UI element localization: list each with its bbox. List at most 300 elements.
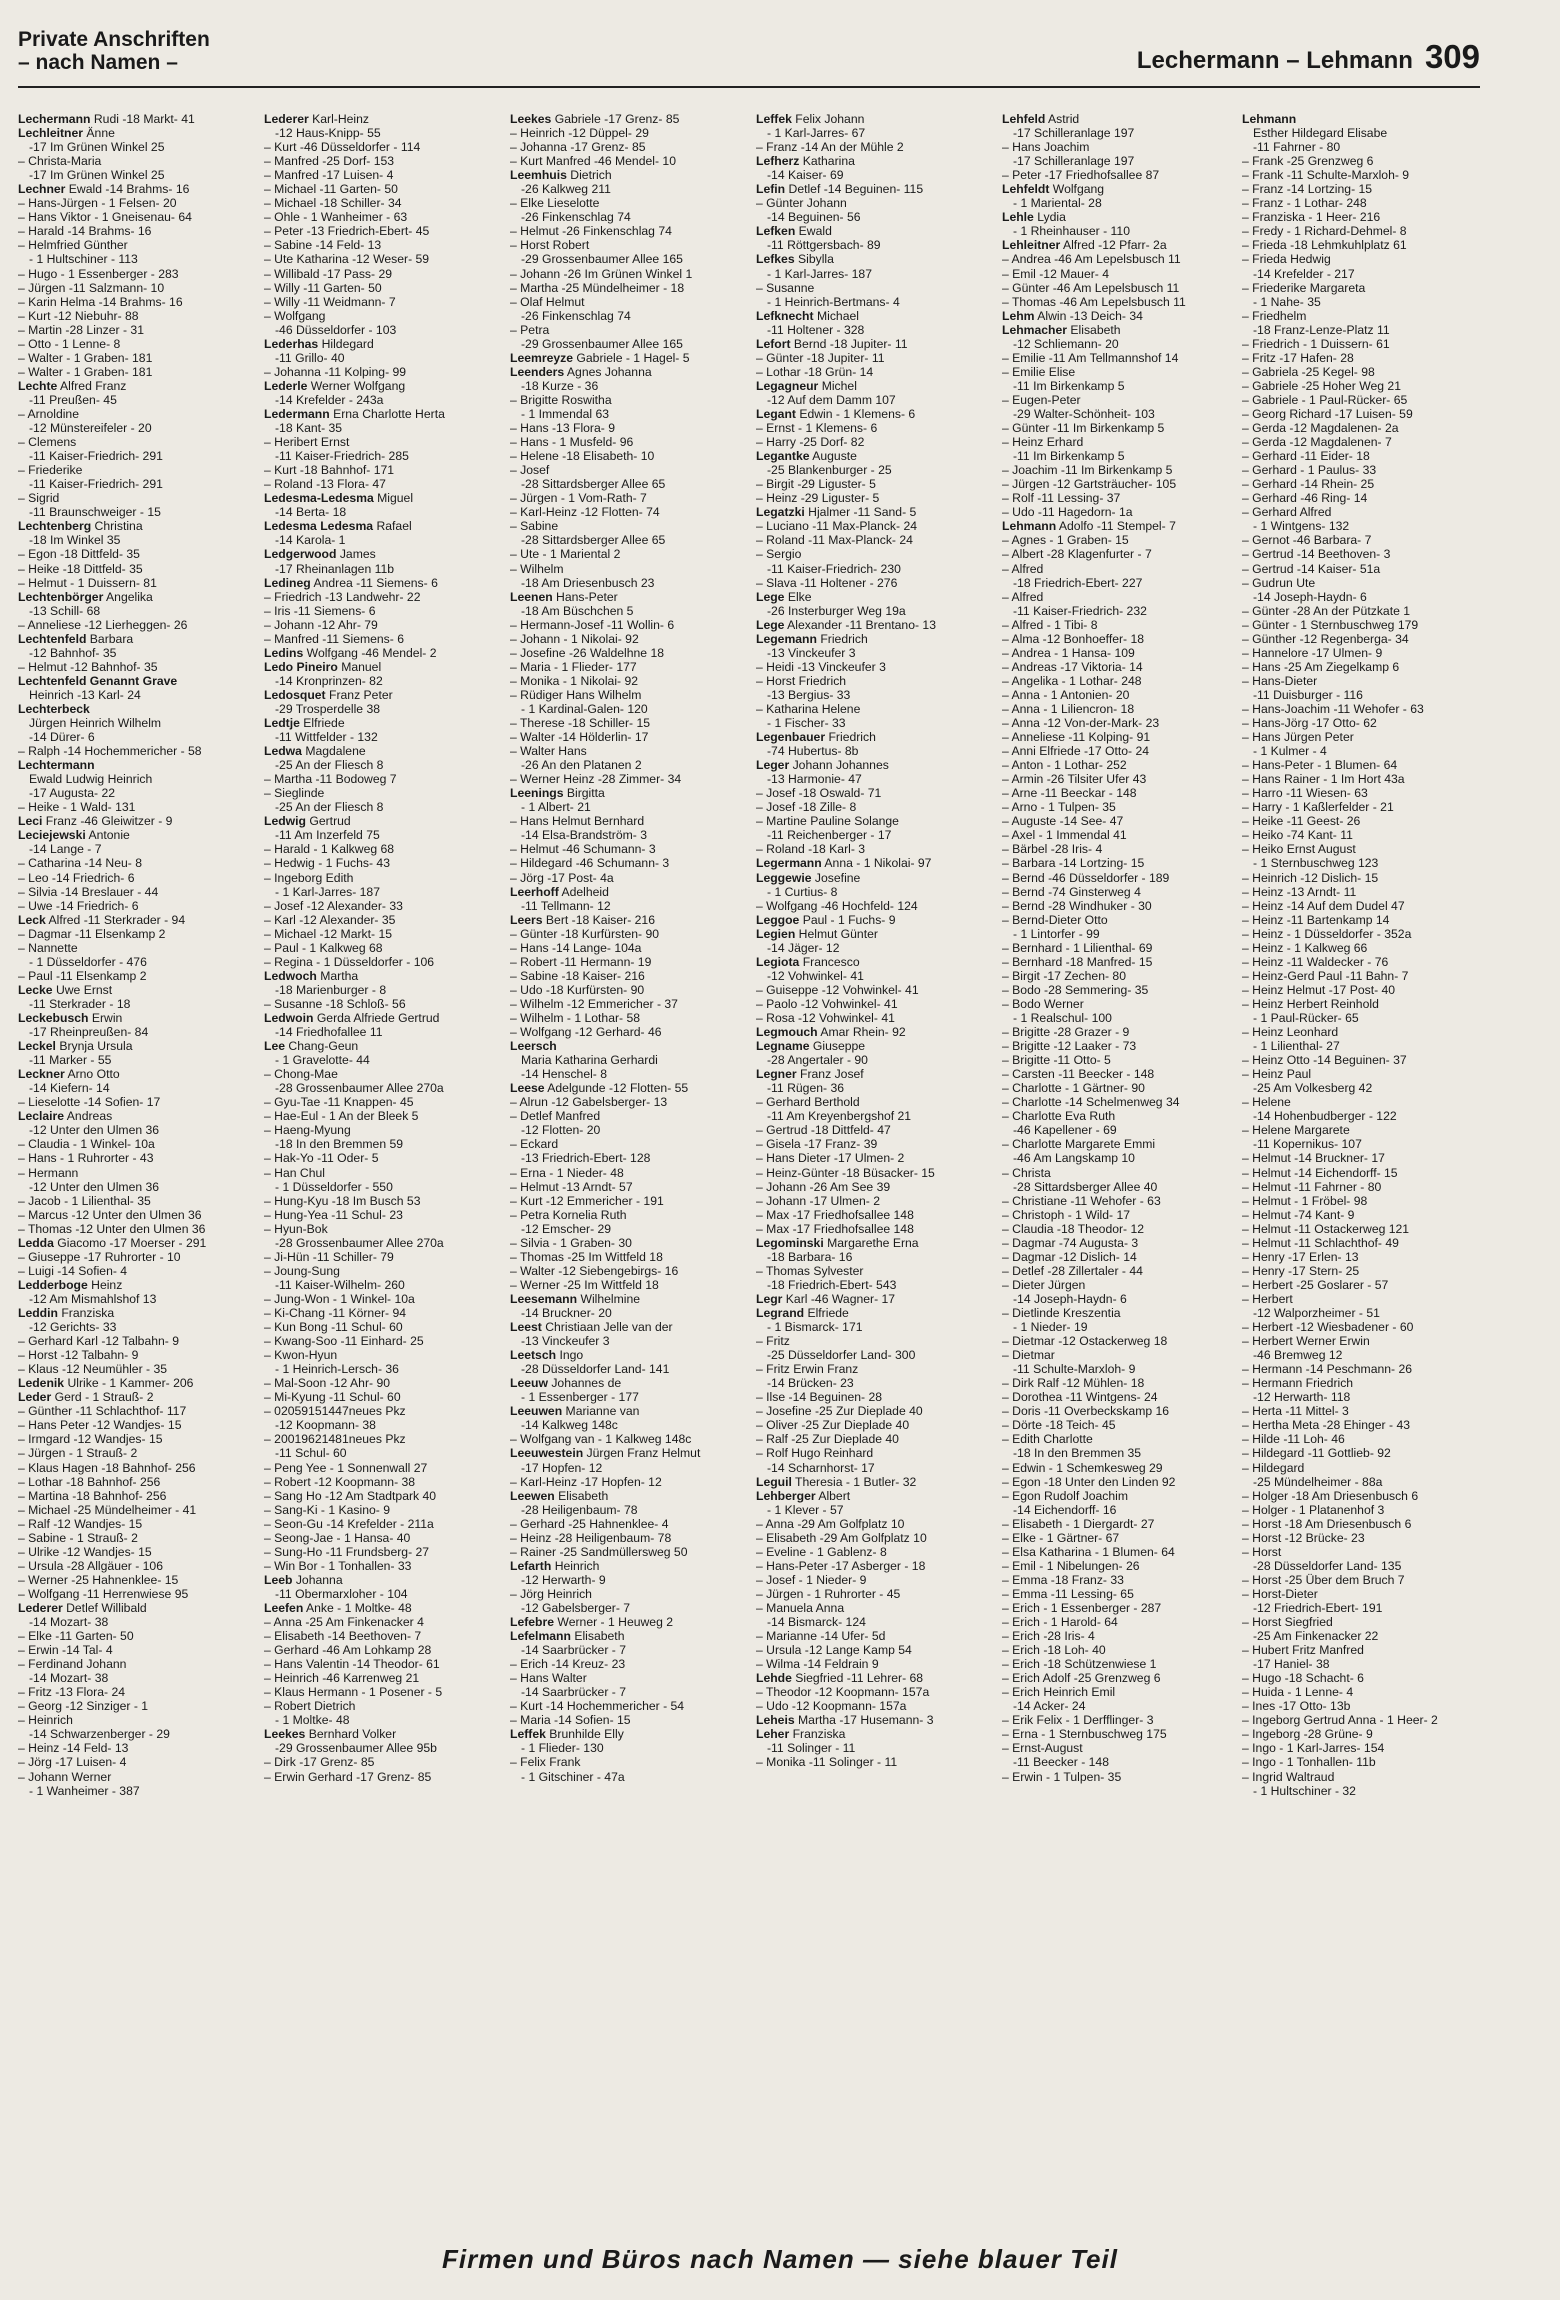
directory-entry: [1242, 365, 1478, 379]
entry-text: -12 Bahnhof- 35: [29, 645, 117, 660]
directory-entry: [1002, 1053, 1240, 1067]
directory-entry: [510, 1432, 748, 1446]
directory-entry: [264, 800, 502, 814]
directory-entry: [18, 421, 256, 435]
directory-entry: [264, 674, 502, 688]
directory-entry: [264, 1770, 502, 1784]
entry-text: – Emil -12 Mauer- 4: [1002, 266, 1110, 281]
directory-entry: [510, 1236, 748, 1250]
directory-entry: [1242, 871, 1478, 885]
entry-text: Bernd -18 Jupiter- 11: [790, 336, 908, 351]
directory-entry: [756, 1685, 994, 1699]
directory-entry: [18, 983, 256, 997]
entry-text: – Elke -11 Garten- 50: [18, 1629, 134, 1644]
entry-text: Edwin - 1 Klemens- 6: [795, 406, 916, 421]
entry-text: – Edith Charlotte: [1002, 1432, 1093, 1447]
directory-entry: [18, 1236, 256, 1250]
directory-entry: [1002, 1713, 1240, 1727]
directory-entry: [1242, 1123, 1478, 1137]
directory-entry: [756, 1741, 994, 1755]
directory-entry: [756, 1531, 994, 1545]
directory-entry: [510, 1713, 748, 1727]
directory-entry: [264, 955, 502, 969]
entry-text: – Jürgen -12 Gartsträucher- 105: [1002, 477, 1177, 492]
directory-entry: [1242, 168, 1478, 182]
directory-entry: [264, 786, 502, 800]
entry-text: – Bernd -28 Windhuker - 30: [1002, 898, 1152, 913]
entry-text: – Horst -25 Über dem Bruch 7: [1242, 1572, 1405, 1587]
directory-entry: [756, 1151, 994, 1165]
directory-entry: [18, 562, 256, 576]
directory-entry: [264, 983, 502, 997]
entry-text: -18 Barbara- 16: [767, 1249, 853, 1264]
entry-text: – Michael -18 Schiller- 34: [264, 196, 402, 211]
directory-entry: [756, 252, 994, 266]
surname: Lefarth: [510, 1558, 552, 1573]
entry-text: -18 Am Büschchen 5: [521, 603, 634, 618]
entry-text: – Klaus Hermann - 1 Posener - 5: [264, 1685, 443, 1700]
directory-entry: [1242, 1770, 1478, 1784]
entry-text: – Elke - 1 Gärtner- 67: [1002, 1530, 1120, 1545]
entry-text: -14 Beguinen- 56: [767, 210, 861, 225]
surname: Leewen: [510, 1488, 555, 1503]
entry-text: -14 Joseph-Haydn- 6: [1013, 1291, 1127, 1306]
directory-entry: [264, 407, 502, 421]
directory-entry: [1002, 1292, 1240, 1306]
surname: Legmouch: [756, 1025, 818, 1040]
entry-text: – Hildegard: [1242, 1460, 1305, 1475]
directory-entry: [1242, 758, 1478, 772]
entry-text: – Joung-Sung: [264, 1263, 340, 1278]
directory-entry: [1242, 351, 1478, 365]
entry-text: – Thomas -46 Am Lepelsbusch 11: [1002, 294, 1186, 309]
entry-text: – Ulrike -12 Wandjes- 15: [18, 1544, 152, 1559]
entry-text: – Egon -18 Dittfeld- 35: [18, 547, 140, 562]
entry-text: -17 Haniel- 38: [1253, 1657, 1330, 1672]
directory-entry: [510, 1123, 748, 1137]
directory-entry: [1242, 913, 1478, 927]
directory-entry: [510, 533, 748, 547]
directory-entry: [510, 1292, 748, 1306]
entry-text: – Arne -11 Beeckar - 148: [1002, 786, 1137, 801]
directory-entry: [510, 1334, 748, 1348]
directory-entry: [510, 786, 748, 800]
directory-entry: [1242, 154, 1478, 168]
directory-entry: [756, 154, 994, 168]
surname: Lechtenfeld: [18, 631, 87, 646]
directory-entry: [510, 407, 748, 421]
entry-text: Änne: [83, 126, 115, 141]
entry-text: Franziska: [57, 1305, 115, 1320]
entry-text: -11 Kaiser-Friedrich- 285: [275, 449, 409, 464]
directory-entry: [510, 196, 748, 210]
entry-text: Adelheid: [558, 884, 609, 899]
entry-text: – Monika - 1 Nikolai- 92: [510, 673, 639, 688]
entry-text: - 1 Nahe- 35: [1253, 294, 1321, 309]
directory-entry: [18, 856, 256, 870]
entry-text: -14 Elsa-Brandström- 3: [521, 828, 647, 843]
directory-entry: [264, 856, 502, 870]
directory-entry: [18, 660, 256, 674]
entry-text: – Erwin Gerhard -17 Grenz- 85: [264, 1769, 432, 1784]
entry-text: – Brigitte -28 Grazer - 9: [1002, 1025, 1130, 1040]
directory-entry: [264, 210, 502, 224]
entry-text: – Birgit -29 Liguster- 5: [756, 477, 876, 492]
entry-text: – Hans-Peter - 1 Blumen- 64: [1242, 758, 1398, 773]
entry-text: – Ute Katharina -12 Weser- 59: [264, 252, 430, 267]
surname: Ledosquet: [264, 687, 326, 702]
directory-entry: [510, 1151, 748, 1165]
directory-entry: [756, 590, 994, 604]
directory-entry: [510, 1095, 748, 1109]
entry-text: -11 Marker - 55: [29, 1053, 112, 1068]
directory-entry: [18, 238, 256, 252]
entry-text: -18 Im Winkel 35: [29, 533, 121, 548]
directory-entry: [756, 1461, 994, 1475]
entry-text: -12 Emscher- 29: [521, 1221, 612, 1236]
entry-text: – Elke Lieselotte: [510, 196, 600, 211]
surname: Lehle: [1002, 210, 1034, 225]
directory-entry: [264, 505, 502, 519]
entry-text: Paul - 1 Fuchs- 9: [799, 912, 896, 927]
entry-text: Friedrich: [825, 730, 876, 745]
surname: Leenings: [510, 786, 564, 801]
directory-entry: [18, 281, 256, 295]
entry-text: Wilhelmine: [577, 1291, 641, 1306]
entry-text: – Maria -14 Sofien- 15: [510, 1713, 631, 1728]
entry-text: Karl -46 Wagner- 17: [782, 1291, 896, 1306]
directory-entry: [264, 351, 502, 365]
entry-text: – Jürgen - 1 Ruhrorter - 45: [756, 1586, 901, 1601]
entry-text: – Hak-Yo -11 Oder- 5: [264, 1151, 379, 1166]
entry-text: Gerda Alfriede Gertrud: [313, 1011, 440, 1025]
entry-text: Gerd - 1 Strauß- 2: [51, 1390, 154, 1405]
entry-text: – Erich - 1 Essenberger - 287: [1002, 1600, 1162, 1615]
directory-entry: [756, 1601, 994, 1615]
entry-text: – Peng Yee - 1 Sonnenwall 27: [264, 1460, 428, 1475]
entry-text: – Gisela -17 Franz- 39: [756, 1137, 878, 1152]
entry-text: -29 Walter-Schönheit- 103: [1013, 406, 1155, 421]
entry-text: – Ute - 1 Mariental 2: [510, 547, 621, 562]
directory-entry: [1002, 238, 1240, 252]
surname: Lehde: [756, 1671, 792, 1686]
directory-entry: [510, 365, 748, 379]
entry-text: Dietrich: [566, 168, 612, 183]
entry-text: – Frieda -18 Lehmkuhlplatz 61: [1242, 238, 1407, 253]
entry-text: – Kwang-Soo -11 Einhard- 25: [264, 1334, 424, 1349]
entry-text: -18 Kant- 35: [275, 421, 343, 436]
directory-entry: [756, 941, 994, 955]
page-header: [18, 28, 1480, 88]
directory-entry: [510, 505, 748, 519]
directory-entry: [1242, 983, 1478, 997]
entry-text: – Otto - 1 Lenne- 8: [18, 336, 121, 351]
entry-text: – Heinrich: [18, 1713, 73, 1728]
directory-entry: [264, 646, 502, 660]
entry-text: – Hans-Peter -17 Asberger - 18: [756, 1558, 926, 1573]
entry-text: -29 Grossenbaumer Allee 165: [521, 252, 683, 267]
entry-text: – Helmut -11 Fahrner - 80: [1242, 1179, 1382, 1194]
directory-entry: [18, 1601, 256, 1615]
entry-text: – Seong-Jae - 1 Hansa- 40: [264, 1530, 411, 1545]
directory-entry: [756, 365, 994, 379]
directory-entry: [1242, 1306, 1478, 1320]
directory-entry: [1242, 1685, 1478, 1699]
directory-entry: [756, 210, 994, 224]
directory-entry: [1242, 1264, 1478, 1278]
directory-entry: [18, 1137, 256, 1151]
entry-text: – Wolfgang van - 1 Kalkweg 148c: [510, 1432, 692, 1447]
directory-entry: [1242, 505, 1478, 519]
directory-entry: [510, 295, 748, 309]
entry-text: – Heiko Ernst August: [1242, 842, 1356, 857]
directory-entry: [264, 1123, 502, 1137]
entry-text: – Bernhard - 1 Lilienthal- 69: [1002, 940, 1153, 955]
entry-text: Jürgen Heinrich Wilhelm: [29, 716, 162, 731]
entry-text: – Heinz -28 Heiligenbaum- 78: [510, 1530, 672, 1545]
entry-text: – Holger - 1 Platanenhof 3: [1242, 1502, 1385, 1517]
entry-text: -25 Am Finkenacker 22: [1253, 1629, 1379, 1644]
directory-entry: [18, 1418, 256, 1432]
directory-entry: [18, 1320, 256, 1334]
directory-entry: [1002, 1559, 1240, 1573]
entry-text: -12 Flotten- 20: [521, 1123, 601, 1138]
entry-text: – Ingo - 1 Karl-Jarres- 154: [1242, 1741, 1385, 1756]
entry-text: – Josefine -25 Zur Dieplade 40: [756, 1404, 923, 1419]
directory-entry: [1002, 632, 1240, 646]
entry-text: – Jörg Heinrich: [510, 1586, 592, 1601]
surname: Leeuw: [510, 1376, 548, 1391]
directory-entry: [1242, 1446, 1478, 1460]
entry-text: – Erna - 1 Nieder- 48: [510, 1165, 624, 1180]
entry-text: -11 Preußen- 45: [29, 392, 117, 407]
directory-entry: [264, 477, 502, 491]
surname: Lechermann: [18, 112, 91, 126]
entry-text: Felix Johann: [791, 112, 865, 126]
directory-entry: [510, 899, 748, 913]
directory-entry: [18, 1376, 256, 1390]
entry-text: -26 Finkenschlag 74: [521, 210, 631, 225]
entry-text: -11 Schulte-Marxloh- 9: [1013, 1362, 1136, 1377]
directory-entry: [1002, 885, 1240, 899]
entry-text: Alexander -11 Brentano- 13: [784, 617, 936, 632]
directory-entry: [510, 913, 748, 927]
entry-text: – Luigi -14 Sofien- 4: [18, 1263, 128, 1278]
directory-entry: [18, 1559, 256, 1573]
entry-text: – Ernst-August: [1002, 1741, 1083, 1756]
entry-text: -11 Am Kreyenbergshof 21: [767, 1109, 912, 1124]
directory-entry: [1242, 547, 1478, 561]
directory-entry: [756, 955, 994, 969]
directory-entry: [1002, 1250, 1240, 1264]
directory-entry: [756, 182, 994, 196]
directory-entry: [18, 1755, 256, 1769]
directory-entry: [18, 1629, 256, 1643]
directory-entry: [264, 1053, 502, 1067]
entry-text: – Horst Robert: [510, 238, 590, 253]
directory-entry: [1002, 1081, 1240, 1095]
directory-entry: [1242, 238, 1478, 252]
directory-entry: [1002, 1390, 1240, 1404]
surname: Leckner: [18, 1067, 65, 1082]
entry-text: – Catharina -14 Neu- 8: [18, 856, 142, 871]
column-2: [264, 112, 502, 2220]
directory-entry: [1002, 1503, 1240, 1517]
entry-text: – Johann -26 Im Grünen Winkel 1: [510, 266, 693, 281]
surname: Leci: [18, 814, 43, 829]
directory-entry: [1002, 1222, 1240, 1236]
directory-entry: [18, 1643, 256, 1657]
entry-text: – Udo -18 Kurfürsten- 90: [510, 982, 645, 997]
directory-entry: [1002, 1123, 1240, 1137]
entry-text: -28 Sittardsberger Allee 65: [521, 533, 666, 548]
directory-entry: [18, 1446, 256, 1460]
entry-text: – Agnes - 1 Graben- 15: [1002, 533, 1129, 548]
entry-text: -28 Angertaler - 90: [767, 1053, 868, 1068]
directory-entry: [1002, 674, 1240, 688]
entry-text: – Karin Helma -14 Brahms- 16: [18, 294, 183, 309]
entry-text: – Erna - 1 Sternbuschweg 175: [1002, 1727, 1167, 1742]
directory-entry: [1242, 716, 1478, 730]
entry-text: - 1 Lilienthal- 27: [1253, 1039, 1340, 1054]
entry-text: – Hertha Meta -28 Ehinger - 43: [1242, 1418, 1411, 1433]
directory-entry: [756, 1573, 994, 1587]
directory-entry: [264, 168, 502, 182]
directory-entry: [1002, 1320, 1240, 1334]
directory-entry: [264, 519, 502, 533]
entry-text: – Josef -18 Oswald- 71: [756, 786, 882, 801]
entry-text: Miguel: [373, 491, 414, 506]
directory-entry: [510, 1180, 748, 1194]
entry-text: -13 Harmonie- 47: [767, 772, 862, 787]
directory-entry: [18, 1489, 256, 1503]
entry-text: – Katharina Helene: [756, 701, 861, 716]
entry-text: – Robert -11 Hermann- 19: [510, 954, 652, 969]
directory-entry: [264, 590, 502, 604]
directory-entry: [756, 337, 994, 351]
surname: Leggoe: [756, 912, 800, 927]
directory-entry: [1242, 1039, 1478, 1053]
directory-entry: [1002, 1489, 1240, 1503]
entry-text: – Dagmar -74 Augusta- 3: [1002, 1235, 1139, 1250]
entry-text: – Henry -17 Erlen- 13: [1242, 1249, 1359, 1264]
directory-entry: [1242, 828, 1478, 842]
directory-entry: [510, 281, 748, 295]
entry-text: Ewald -14 Brahms- 16: [65, 182, 190, 197]
directory-entry: [18, 1573, 256, 1587]
entry-text: Johannes de: [547, 1376, 622, 1391]
entry-text: – Hermann-Josef -11 Wollin- 6: [510, 617, 675, 632]
directory-entry: [756, 1236, 994, 1250]
directory-entry: [18, 182, 256, 196]
directory-entry: [510, 154, 748, 168]
surname: Lefebre: [510, 1615, 555, 1630]
entry-text: Lydia: [1033, 210, 1066, 225]
directory-entry: [264, 112, 502, 126]
directory-entry: [510, 1601, 748, 1615]
entry-text: -12 Walporzheimer - 51: [1253, 1305, 1380, 1320]
entry-text: – Walter -12 Siebengebirgs- 16: [510, 1263, 679, 1278]
directory-entry: [264, 1446, 502, 1460]
entry-text: – Walter -14 Hölderlin- 17: [510, 730, 649, 745]
surname: Ledineg: [264, 575, 311, 590]
directory-entry: [510, 449, 748, 463]
entry-text: Christiaan Jelle van der: [541, 1320, 673, 1335]
entry-text: – Sang Ho -12 Am Stadtpark 40: [264, 1488, 437, 1503]
entry-text: – Max -17 Friedhofsallee 148: [756, 1207, 914, 1222]
directory-entry: [264, 533, 502, 547]
entry-text: – Johann Werner: [18, 1769, 112, 1784]
entry-text: – Kurt Manfred -46 Mendel- 10: [510, 154, 676, 169]
directory-entry: [756, 1123, 994, 1137]
entry-text: – Herbert: [1242, 1291, 1293, 1306]
entry-text: – Christoph - 1 Wild- 17: [1002, 1207, 1131, 1222]
entry-text: – Alrun -12 Gabelsberger- 13: [510, 1095, 668, 1110]
directory-entry: [1002, 955, 1240, 969]
directory-entry: [18, 1741, 256, 1755]
directory-entry: [510, 1461, 748, 1475]
entry-text: -14 Berta- 18: [275, 505, 347, 520]
directory-entry: [510, 1208, 748, 1222]
directory-entry: [756, 1713, 994, 1727]
directory-entry: [510, 1545, 748, 1559]
entry-text: – Gernot -46 Barbara- 7: [1242, 533, 1372, 548]
directory-entry: [1002, 295, 1240, 309]
directory-entry: [1002, 758, 1240, 772]
entry-text: -28 Grossenbaumer Allee 270a: [275, 1235, 444, 1250]
entry-text: – Heike - 1 Wald- 131: [18, 800, 136, 815]
entry-text: Brunhilde Elly: [545, 1727, 624, 1742]
directory-entry: [510, 1559, 748, 1573]
entry-text: -28 Grossenbaumer Allee 270a: [275, 1081, 444, 1096]
directory-entry: [1002, 1517, 1240, 1531]
entry-text: -11 Wittfelder - 132: [275, 730, 378, 745]
surname: Legagneur: [756, 378, 819, 393]
footer-note: Firmen und Büros nach Namen — siehe blauer Teil: [442, 2244, 1118, 2274]
entry-text: – Frank -25 Grenzweg 6: [1242, 154, 1374, 169]
directory-entry: [18, 885, 256, 899]
entry-text: Bert -18 Kaiser- 216: [542, 912, 655, 927]
surname: Lederhas: [264, 336, 319, 351]
entry-text: – Günter -18 Kurfürsten- 90: [510, 926, 660, 941]
directory-entry: [756, 856, 994, 870]
entry-text: Magdalene: [301, 744, 366, 759]
entry-text: Giuseppe: [809, 1039, 866, 1054]
directory-entry: [756, 1376, 994, 1390]
entry-text: -12 Herwarth- 9: [521, 1572, 606, 1587]
entry-text: – Hans Walter: [510, 1671, 587, 1686]
directory-entry: [756, 744, 994, 758]
directory-entry: [1242, 997, 1478, 1011]
directory-entry: [18, 1053, 256, 1067]
directory-entry: [18, 1348, 256, 1362]
entry-text: – Oliver -25 Zur Dieplade 40: [756, 1418, 910, 1433]
entry-text: – Jürgen - 1 Vom-Rath- 7: [510, 491, 647, 506]
directory-entry: [1002, 337, 1240, 351]
entry-text: -14 Jäger- 12: [767, 940, 840, 955]
directory-entry: [18, 1727, 256, 1741]
directory-entry: [1242, 1755, 1478, 1769]
entry-text: -14 Acker- 24: [1013, 1699, 1086, 1714]
entry-text: – Ralph -14 Hochemmericher - 58: [18, 744, 202, 759]
entry-text: – Fritz: [756, 1334, 790, 1349]
entry-text: Siegfried -11 Lehrer- 68: [791, 1671, 924, 1686]
directory-entry: [1242, 112, 1478, 126]
column-1: [18, 112, 256, 2220]
entry-text: – Hermann: [18, 1165, 79, 1180]
directory-entry: [18, 140, 256, 154]
entry-text: Agnes Johanna: [564, 364, 652, 379]
